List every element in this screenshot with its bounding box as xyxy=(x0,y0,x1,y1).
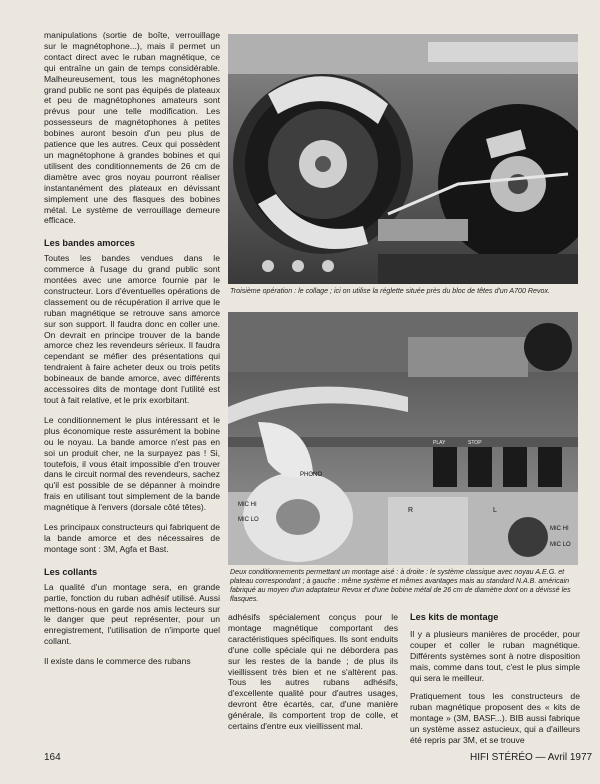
middle-paragraph: adhésifs spécialement conçus pour le montage magnétique comportant des caractéristiques spécifiques. Ils sont enduits d'une colle spéciale qui ne débordera pas sur les restes de la bande ; de plus ils vieillissent très bien et ne s'altèrent pas. Tous les autres rubans adhésifs, d'excellente qualité pour d'autres usages, devront être écartés, car, d'une manière générale, ils comportent trop de colle, et certains d'entre eux vieillissent mal. xyxy=(228,612,398,732)
kits-paragraph-2: Pratiquement tous les constructeurs de ruban magnétique proposent des « kits de montage » (3M, BASF...). BIB aussi fabrique un système assez astucieux, qui a d'ailleurs été repris par 3M, et se trouve xyxy=(410,691,580,746)
page-number: 164 xyxy=(44,752,61,763)
panel-label-mic-lo-right: MIC LO xyxy=(550,542,571,548)
panel-label-play: PLAY xyxy=(433,440,446,446)
heading-bandes-amorces: Les bandes amorces xyxy=(44,238,135,249)
kits-paragraph-1: Il y a plusieurs manières de procéder, pour couper et coller le ruban magnétique. Différents systèmes sont à notre disposition mais, comme dans tout, c'est le plus simple qui sera le meilleur. xyxy=(410,628,580,683)
middle-column xyxy=(228,612,398,740)
intro-paragraph: manipulations (sortie de boîte, verrouillage sur le magnétophone...), mais il permet un contact direct avec le ruban magnétique, ce qui entraîne un gain de temps considérable. Malheureusement, tous les magnétophones grand public ne sont pas équipés de plateaux et peu de magnétophones amateurs sont prévus pour une telle modification. Les possesseurs de magnétophones à petites bobines auront besoin d'un peu plus de patience que les autres. Ceux qui possèdent un magnétophone à grandes bobines et qui utilisent des conditionnements de 26 cm de diamètre avec gros noyau pourront réaliser instantanément des plateaux en dévissant simplement une des flasques des bobines métal. Le système de verrouillage demeure efficace. xyxy=(44,30,220,226)
panel-label-mic-lo-left: MIC LO xyxy=(238,517,259,523)
panel-label-r: R xyxy=(408,507,414,514)
tape-deck-illustration xyxy=(228,34,578,284)
bottom-photo-tape-packages xyxy=(228,312,578,565)
heading-collants: Les collants xyxy=(44,566,98,577)
left-column xyxy=(44,30,220,676)
tape-reels-illustration xyxy=(228,312,578,565)
amorces-paragraph-2: Le conditionnement le plus intéressant et le plus économique reste assurément la bobine ou le noyau. La bande amorce n'est pas en soi un produit cher, ne la surpayez pas ! Si, toutefois, il vous était impossible d'en trouver dans le circuit normal des revendeurs, sachez qu'il est possible de se dépanner à moindre frais en utilisant tout simplement de la bande magnétique à l'envers (dorsale côté têtes). xyxy=(44,414,220,513)
right-column xyxy=(410,612,580,754)
panel-label-mic-hi-left: MIC HI xyxy=(238,502,257,508)
top-photo-caption: Troisième opération : le collage ; ici on utilise la réglette située près du bloc de têtes d'un A700 Revox. xyxy=(230,287,550,295)
heading-kits-montage: Les kits de montage xyxy=(410,612,499,622)
panel-label-mic-hi-right: MIC HI xyxy=(550,526,569,532)
top-photo-tape-splicing xyxy=(228,34,578,284)
amorces-paragraph-3: Les principaux constructeurs qui fabriquent de la bande amorce et des nécessaires de montage sont : 3M, Agfa et Bast. xyxy=(44,522,220,554)
publication-footer: HIFI STÉRÉO — Avril 1977 xyxy=(470,752,593,763)
panel-label-stop: STOP xyxy=(468,440,482,446)
panel-label-phono: PHONO xyxy=(300,472,323,478)
collants-paragraph-1: La qualité d'un montage sera, en grande partie, fonction du ruban adhésif utilisé. Aussi mettons-nous en garde nos amis lecteurs sur le danger que peut représenter, pour un enregistrement, l'utilisation de n'importe quel collant. xyxy=(44,581,220,647)
bottom-photo-caption: Deux conditionnements permettant un montage aisé : à droite : le système classique avec noyau A.E.G. et plateau correspondant ; à gauche : même système et mêmes avantages mais au standard N.A.B. américain fabriqué au moyen d'un adaptateur Revox et d'une bobine métal de 26 cm de diamètre dont on a dévissé les flasques. xyxy=(230,568,571,603)
amorces-paragraph-1: Toutes les bandes vendues dans le commerce à l'usage du grand public sont montées avec une amorce fournie par le constructeur. Lors d'éventuelles opérations de classement ou de récupération il arrive que le ruban magnétique se retrouve sans amorce sur son support. Il faudra donc en coller une. On devrait en principe trouver de la bande amorce chez les revendeurs sérieux. Il faudra cependant se méfier des présentations qui tendraient à faire acheter deux ou trois petits bobineaux de bande amorce, avec différents accessoires dits de montage dont l'utilité est tout à fait relative, et le prix exorbitant. xyxy=(44,253,220,405)
collants-paragraph-2: Il existe dans le commerce des rubans xyxy=(44,656,191,667)
panel-label-l: L xyxy=(493,507,497,514)
